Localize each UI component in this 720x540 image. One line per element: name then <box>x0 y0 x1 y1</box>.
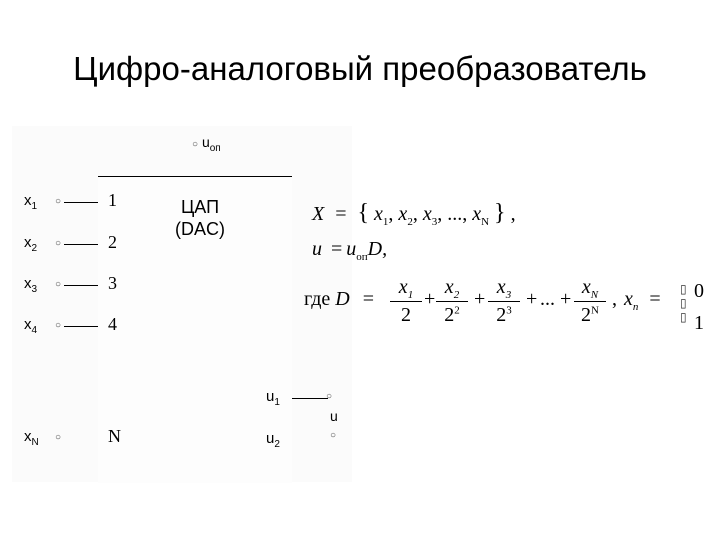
dac-pin-1: 1 <box>108 190 117 210</box>
formula-sub: 2 <box>453 289 460 301</box>
fraction-denominator <box>574 304 606 327</box>
input-sub: 1 <box>31 201 38 212</box>
input-node-icon: ○ <box>55 238 62 249</box>
fraction-numerator <box>574 276 606 299</box>
formula-bracket <box>680 282 687 324</box>
formula-sub: 1 <box>407 289 414 301</box>
formula-sub: оп <box>356 251 368 263</box>
output-label-2 <box>266 430 280 450</box>
formula-xn <box>624 288 661 311</box>
input-sub: 2 <box>31 243 38 254</box>
formula-x-set: X = { $x_1$, $x_2$, $x_3$, ..., $x_N$ } , <box>312 200 516 228</box>
formula-d-prefix <box>304 288 374 311</box>
input-label-3 <box>24 275 38 295</box>
formula-num: 2 <box>401 304 411 326</box>
formula-sub: N <box>590 289 599 301</box>
formula-var: x <box>581 276 591 298</box>
fraction-bar <box>488 301 520 302</box>
formula-var: x <box>374 203 383 225</box>
formula-sup: 2 <box>454 304 460 317</box>
fraction-term <box>436 276 468 327</box>
input-label-5 <box>24 428 39 448</box>
formula-num: 2 <box>444 304 455 326</box>
page-title: Цифро-аналоговый преобразователь <box>73 50 647 87</box>
fraction-denominator <box>436 304 468 327</box>
input-var: x <box>24 234 32 251</box>
formula-eq: = <box>649 288 661 310</box>
formula-sub: 3 <box>505 289 512 301</box>
formula-plus: + <box>526 288 538 310</box>
input-sub: 3 <box>31 284 38 295</box>
formula-var: X <box>312 203 325 225</box>
input-var: x <box>24 428 32 445</box>
formula-plus: + <box>474 288 486 310</box>
input-var: x <box>24 192 32 209</box>
formula-var: x <box>398 276 408 298</box>
formula-var: x <box>422 203 432 225</box>
formula-sup: 3 <box>506 304 512 317</box>
fraction-term <box>488 276 520 327</box>
input-sub: 4 <box>31 325 38 336</box>
reference-sub: оп <box>209 142 221 154</box>
formula-comma: , <box>612 288 617 310</box>
formula-var: u <box>312 238 322 260</box>
fraction-bar <box>436 301 468 302</box>
fraction-numerator <box>390 276 422 299</box>
fraction-term <box>574 276 606 327</box>
fraction-term <box>390 276 422 327</box>
formula-sub: 3 <box>431 216 438 228</box>
formula-var: D <box>335 288 350 310</box>
formula-num: 2 <box>496 304 507 326</box>
output-sub: 2 <box>274 439 280 450</box>
dac-pin-2: 2 <box>108 232 117 252</box>
dac-pin-4: 4 <box>108 314 117 334</box>
input-label-2 <box>24 234 38 254</box>
input-node-icon: ○ <box>55 320 62 331</box>
input-node-icon: ○ <box>55 279 62 290</box>
formula-u <box>312 238 387 261</box>
formula-ellipsis: ..., <box>447 203 468 225</box>
output-wire-1 <box>292 398 328 399</box>
formula-plus: + <box>560 288 572 310</box>
fraction-bar <box>390 301 422 302</box>
output-var: u <box>266 430 275 447</box>
formula-comma: , <box>510 203 516 225</box>
dac-name-en: (DAC) <box>175 219 225 239</box>
output-node-icon: ○ <box>330 430 337 441</box>
formula-eq: = <box>331 238 343 260</box>
reference-voltage-label <box>192 134 221 154</box>
fraction-denominator <box>488 304 520 327</box>
input-wire <box>64 285 98 286</box>
formula-ellipsis: ... <box>540 288 555 310</box>
dac-name-ru: ЦАП <box>180 197 220 217</box>
output-label-1 <box>266 388 280 408</box>
formula-sub: 1 <box>382 216 389 228</box>
dac-pin-3: 3 <box>108 273 117 293</box>
formula-num: 2 <box>581 304 592 326</box>
input-wire <box>64 326 98 327</box>
input-var: x <box>24 316 32 333</box>
fraction-numerator <box>436 276 468 299</box>
dac-pin-5: N <box>108 426 121 446</box>
formula-sub: N <box>481 216 490 228</box>
formula-sub: n <box>632 301 639 313</box>
input-node-icon: ○ <box>55 432 62 443</box>
bracket-glyph: ▯ <box>680 310 687 324</box>
input-label-1 <box>24 192 38 212</box>
formula-word: где <box>304 288 331 310</box>
bracket-glyph: ▯ <box>680 282 687 296</box>
formula-var: x <box>496 276 506 298</box>
formula-var: x <box>624 288 633 310</box>
fraction-bar <box>574 301 606 302</box>
reference-var: u <box>201 134 210 150</box>
formula-var: u <box>346 238 357 260</box>
formula-eq: = <box>362 288 374 310</box>
output-var: u <box>266 388 275 405</box>
dac-title <box>160 196 240 240</box>
input-wire <box>64 244 98 245</box>
output-sub: 1 <box>274 397 280 408</box>
input-node-icon: ○ <box>55 196 62 207</box>
reference-node-icon: ○ <box>192 139 199 150</box>
formula-sup: N <box>591 304 599 317</box>
input-sub: N <box>31 437 39 448</box>
formula-eq: = <box>335 203 347 225</box>
bracket-glyph: ▯ <box>680 296 687 310</box>
formula-var: x <box>444 276 454 298</box>
xn-value-1: 1 <box>694 312 704 334</box>
formula-plus: + <box>424 288 436 310</box>
formula-var: x <box>472 203 482 225</box>
fraction-numerator <box>488 276 520 299</box>
fraction-denominator <box>390 304 422 327</box>
input-wire <box>64 202 98 203</box>
formula-var: D, <box>367 238 388 260</box>
xn-value-0: 0 <box>694 280 704 302</box>
output-node-icon: ○ <box>326 391 333 402</box>
formula-var: x <box>398 203 408 225</box>
formula-brace: } <box>494 200 506 226</box>
input-var: x <box>24 275 32 292</box>
input-label-4 <box>24 316 38 336</box>
output-label: u <box>330 408 338 424</box>
formula-brace: { <box>357 200 370 226</box>
formula-sub: 2 <box>407 216 413 228</box>
